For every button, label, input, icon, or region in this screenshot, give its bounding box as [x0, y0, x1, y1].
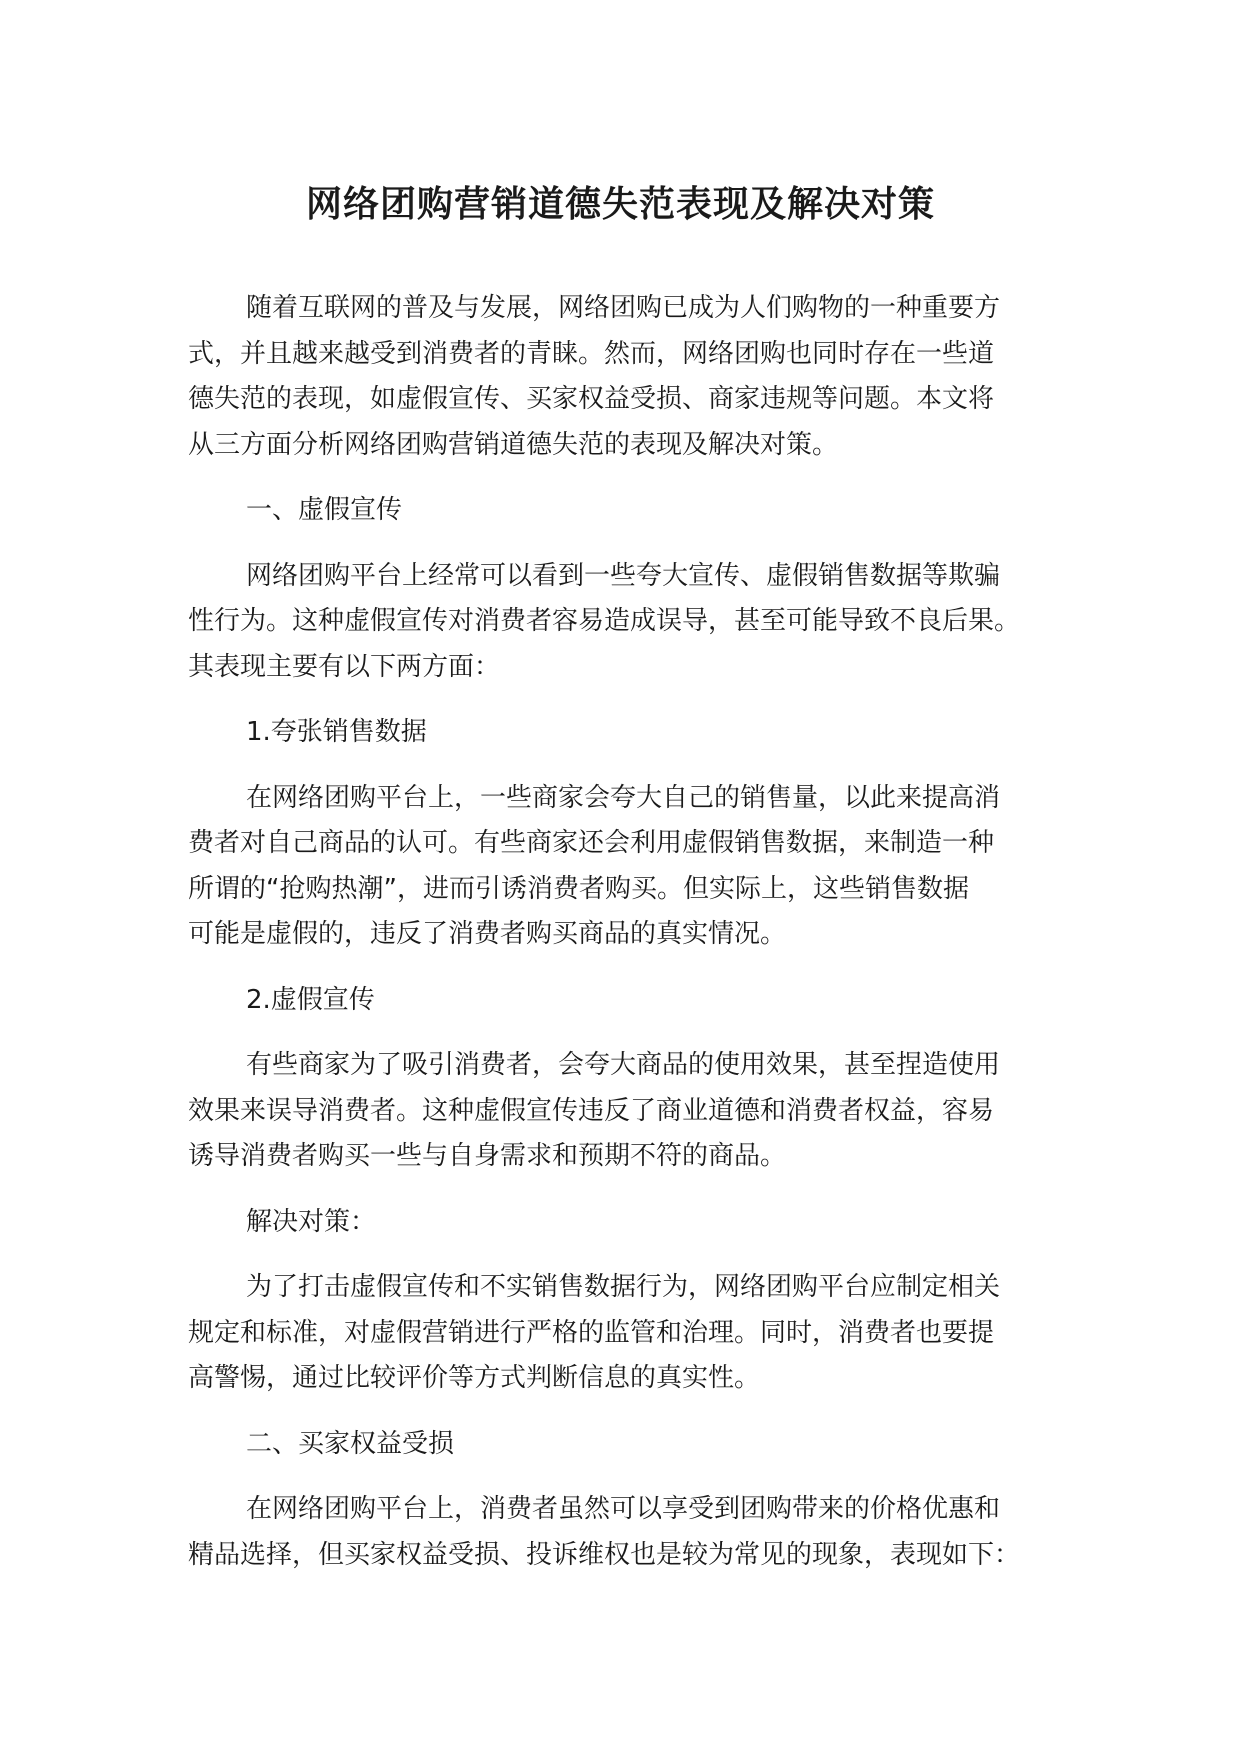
text-line: 精品选择，但买家权益受损、投诉维权也是较为常见的现象，表现如下： [188, 1539, 1021, 1570]
text-line: 有些商家为了吸引消费者，会夸大商品的使用效果，甚至捏造使用 [246, 1050, 1001, 1080]
text-line: 为了打击虚假宣传和不实销售数据行为，网络团购平台应制定相关 [246, 1272, 1001, 1302]
text-line: 式，并且越来越受到消费者的青睐。然而，网络团购也同时存在一些道 [188, 338, 995, 369]
text-line: 所谓的“抢购热潮”，进而引诱消费者购买。但实际上，这些销售数据 [188, 873, 969, 904]
text-line: 费者对自己商品的认可。有些商家还会利用虚假销售数据，来制造一种 [188, 828, 995, 858]
section-heading: 一、虚假宣传 [246, 495, 403, 525]
text-line: 在网络团购平台上，一些商家会夸大自己的销售量，以此来提高消 [246, 782, 1001, 813]
text-line: 德失范的表现，如虚假宣传、买家权益受损、商家违规等问题。本文将 [188, 384, 995, 414]
subsection-heading: 1.夸张销售数据 [246, 717, 427, 747]
text-line: 从三方面分析网络团购营销道德失范的表现及解决对策。 [188, 429, 839, 460]
paragraph-intro [188, 286, 1068, 468]
section-heading: 二、买家权益受损 [246, 1428, 455, 1459]
document-title: 网络团购营销道德失范表现及解决对策 [305, 184, 935, 225]
text-line: 可能是虚假的，违反了消费者购买商品的真实情况。 [188, 919, 787, 949]
text-line: 效果来误导消费者。这种虚假宣传违反了商业道德和消费者权益，容易 [188, 1095, 995, 1126]
text-line: 规定和标准，对虚假营销进行严格的监管和治理。同时，消费者也要提 [188, 1317, 995, 1348]
document-body [188, 286, 1068, 1598]
paragraph [188, 1487, 1068, 1578]
text-line: 随着互联网的普及与发展，网络团购已成为人们购物的一种重要方 [246, 293, 1001, 323]
text-line: 其表现主要有以下两方面： [188, 651, 501, 682]
text-line: 网络团购平台上经常可以看到一些夸大宣传、虚假销售数据等欺骗 [246, 560, 1001, 591]
paragraph [188, 776, 1068, 958]
subsection-heading: 2.虚假宣传 [246, 984, 375, 1015]
paragraph [188, 1043, 1068, 1180]
text-line: 诱导消费者购买一些与自身需求和预期不符的商品。 [188, 1141, 787, 1171]
text-line: 高警惕，通过比较评价等方式判断信息的真实性。 [188, 1363, 761, 1393]
paragraph [188, 554, 1068, 691]
paragraph [188, 1265, 1068, 1402]
text-line: 性行为。这种虚假宣传对消费者容易造成误导，甚至可能导致不良后果。 [188, 606, 1021, 636]
solution-heading: 解决对策： [246, 1206, 377, 1237]
text-line: 在网络团购平台上，消费者虽然可以享受到团购带来的价格优惠和 [246, 1494, 1001, 1524]
